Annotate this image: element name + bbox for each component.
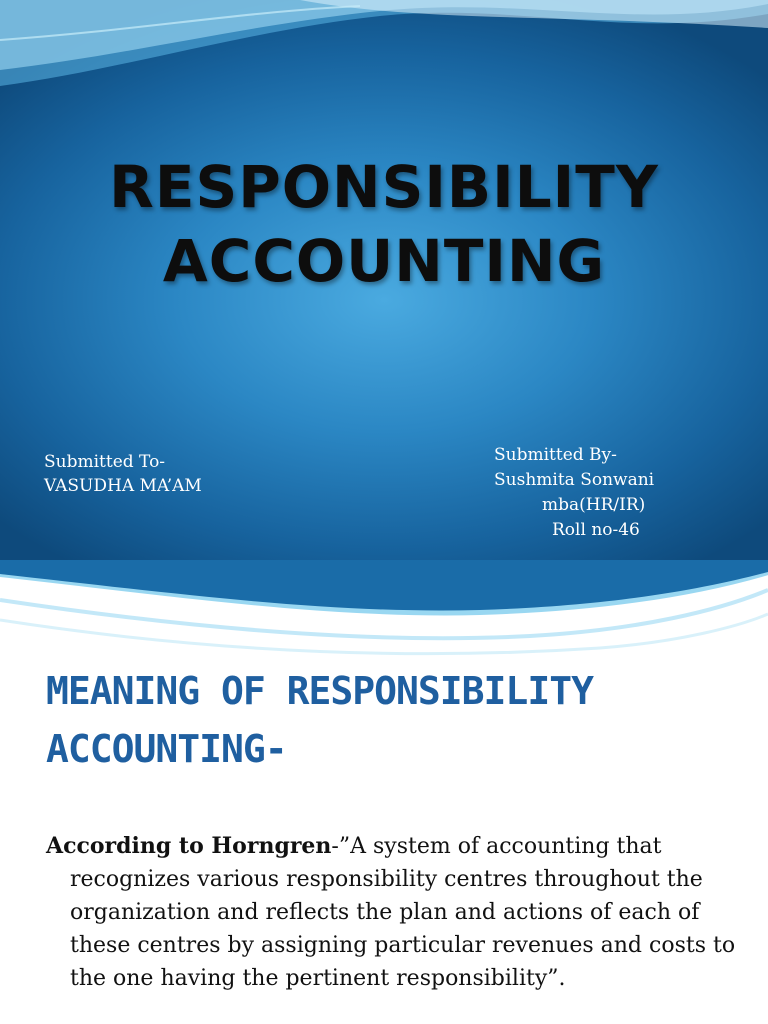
submitted-by-roll: Roll no-46 <box>552 520 640 540</box>
submitted-by-label: Submitted By- <box>494 445 617 465</box>
submitted-by-name: Sushmita Sonwani <box>494 470 655 490</box>
submitted-to-name: VASUDHA MA’AM <box>44 476 202 496</box>
title-line-1: RESPONSIBILITY <box>109 153 659 221</box>
bottom-wave-decoration <box>0 560 768 660</box>
title-line-2: ACCOUNTING <box>162 227 606 295</box>
submitted-by-course: mba(HR/IR) <box>542 495 646 515</box>
heading-line-1: MEANING OF RESPONSIBILITY <box>46 669 593 713</box>
submitted-to-block <box>44 450 202 498</box>
top-wave-decoration <box>0 0 768 90</box>
slide-title <box>0 150 768 298</box>
slide-heading <box>46 662 746 778</box>
definition-paragraph <box>46 830 760 995</box>
submitted-by-block <box>494 443 654 543</box>
definition-text: -”A system of accounting that recognizes various responsibility centres throughout the organization and reflects the plan and actions of each of these centres by assigning particular revenues and costs to the one having the pertinent responsibility”. <box>70 834 736 991</box>
heading-line-2: ACCOUNTING- <box>46 727 287 771</box>
content-slide <box>0 660 768 1024</box>
submitted-to-label: Submitted To- <box>44 452 166 472</box>
definition-source: According to Horngren <box>46 833 332 859</box>
